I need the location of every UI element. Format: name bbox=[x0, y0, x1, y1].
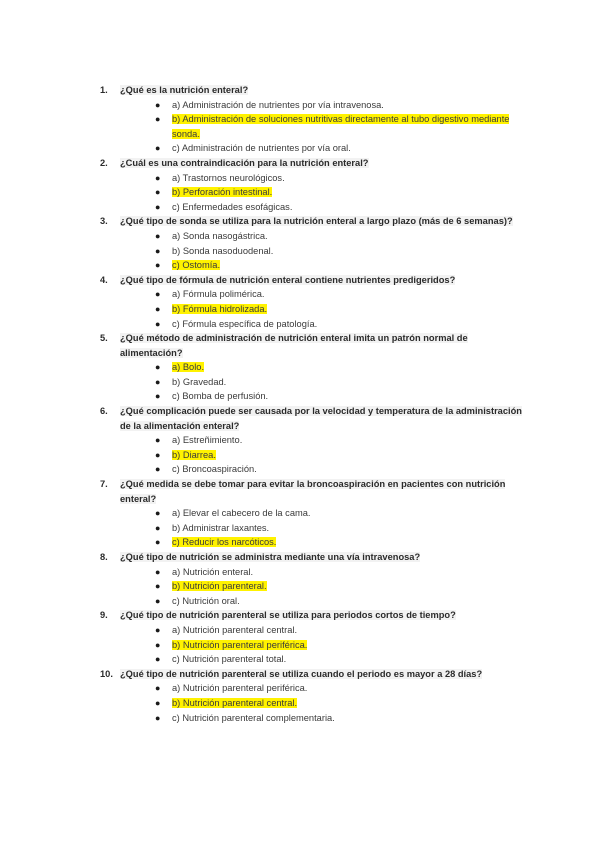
option-text: c) Enfermedades esofágicas. bbox=[172, 201, 293, 212]
question-9 bbox=[100, 608, 530, 666]
bullet-icon: ● bbox=[155, 245, 161, 256]
option-text: c) Nutrición oral. bbox=[172, 595, 240, 606]
question-number: 7. bbox=[100, 479, 108, 490]
bullet-icon: ● bbox=[155, 683, 161, 694]
option-b bbox=[100, 579, 530, 594]
option-text: a) Elevar el cabecero de la cama. bbox=[172, 508, 311, 519]
option-text-highlighted: b) Fórmula hidrolizada. bbox=[172, 303, 268, 314]
question-10 bbox=[100, 667, 530, 725]
bullet-icon: ● bbox=[155, 595, 161, 606]
option-text: a) Nutrición enteral. bbox=[172, 566, 254, 577]
question-5-line bbox=[100, 331, 530, 360]
option-a bbox=[100, 360, 530, 375]
option-b bbox=[100, 244, 530, 259]
option-text: c) Nutrición parenteral complementaria. bbox=[172, 712, 335, 723]
question-6 bbox=[100, 404, 530, 477]
question-number: 3. bbox=[100, 216, 108, 227]
question-8 bbox=[100, 550, 530, 608]
option-b bbox=[100, 448, 530, 463]
question-text: ¿Qué tipo de nutrición se administra mediante una vía intravenosa? bbox=[120, 552, 421, 562]
bullet-icon: ● bbox=[155, 654, 161, 665]
question-7-line bbox=[100, 477, 530, 506]
options-list bbox=[100, 287, 530, 331]
option-c bbox=[100, 317, 530, 332]
bullet-icon: ● bbox=[155, 639, 161, 650]
option-a bbox=[100, 229, 530, 244]
question-4 bbox=[100, 273, 530, 331]
option-text: a) Fórmula polimérica. bbox=[172, 289, 265, 300]
option-a bbox=[100, 506, 530, 521]
question-text: ¿Qué método de administración de nutrición enteral imita un patrón normal de alimentación? bbox=[120, 333, 468, 358]
question-text: ¿Qué tipo de nutrición parenteral se utiliza cuando el periodo es mayor a 28 días? bbox=[120, 668, 483, 679]
options-list bbox=[100, 171, 530, 215]
question-text: ¿Qué medida se debe tomar para evitar la broncoaspiración en pacientes con nutrición enteral? bbox=[120, 479, 506, 504]
bullet-icon: ● bbox=[155, 581, 161, 592]
option-text-highlighted: b) Nutrición parenteral periférica. bbox=[172, 639, 308, 650]
option-text-highlighted: b) Perforación intestinal. bbox=[172, 187, 273, 198]
option-text: b) Sonda nasoduodenal. bbox=[172, 245, 274, 256]
option-a bbox=[100, 681, 530, 696]
option-text: a) Nutrición parenteral central. bbox=[172, 624, 298, 635]
question-text: ¿Qué tipo de sonda se utiliza para la nutrición enteral a largo plazo (más de 6 semanas)? bbox=[120, 216, 513, 227]
question-4-line bbox=[100, 273, 530, 288]
bullet-icon: ● bbox=[155, 99, 161, 110]
bullet-icon: ● bbox=[155, 435, 161, 446]
options-list bbox=[100, 623, 530, 667]
bullet-icon: ● bbox=[155, 362, 161, 373]
option-text: b) Gravedad. bbox=[172, 376, 227, 387]
bullet-icon: ● bbox=[155, 172, 161, 183]
bullet-icon: ● bbox=[155, 260, 161, 271]
option-a bbox=[100, 98, 530, 113]
question-1-line bbox=[100, 83, 530, 98]
option-text: a) Sonda nasogástrica. bbox=[172, 230, 268, 241]
question-2 bbox=[100, 156, 530, 214]
question-number: 5. bbox=[100, 333, 108, 344]
question-9-line bbox=[100, 608, 530, 623]
option-c bbox=[100, 711, 530, 726]
question-2-line bbox=[100, 156, 530, 171]
option-text: b) Administrar laxantes. bbox=[172, 522, 270, 533]
bullet-icon: ● bbox=[155, 289, 161, 300]
option-c bbox=[100, 389, 530, 404]
option-text: c) Nutrición parenteral total. bbox=[172, 654, 287, 665]
question-1 bbox=[100, 83, 530, 156]
question-5 bbox=[100, 331, 530, 404]
question-text: ¿Qué complicación puede ser causada por la velocidad y temperatura de la administración de la alimentación enteral? bbox=[120, 406, 522, 431]
question-3-line bbox=[100, 214, 530, 229]
option-c bbox=[100, 652, 530, 667]
bullet-icon: ● bbox=[155, 230, 161, 241]
option-c bbox=[100, 535, 530, 550]
option-text: c) Bomba de perfusión. bbox=[172, 391, 269, 402]
question-number: 1. bbox=[100, 85, 108, 95]
options-list bbox=[100, 360, 530, 404]
question-number: 8. bbox=[100, 552, 108, 562]
option-text-highlighted: c) Reducir los narcóticos. bbox=[172, 537, 277, 548]
bullet-icon: ● bbox=[155, 376, 161, 387]
bullet-icon: ● bbox=[155, 508, 161, 519]
bullet-icon: ● bbox=[155, 624, 161, 635]
option-a bbox=[100, 433, 530, 448]
question-number: 6. bbox=[100, 406, 108, 417]
option-text: c) Administración de nutrientes por vía oral. bbox=[172, 143, 351, 154]
option-text: c) Broncoaspiración. bbox=[172, 464, 257, 475]
bullet-icon: ● bbox=[155, 522, 161, 533]
option-a bbox=[100, 565, 530, 580]
options-list bbox=[100, 433, 530, 477]
option-c bbox=[100, 141, 530, 156]
bullet-icon: ● bbox=[155, 143, 161, 154]
option-c bbox=[100, 200, 530, 215]
option-b bbox=[100, 185, 530, 200]
option-c bbox=[100, 462, 530, 477]
option-b bbox=[100, 696, 530, 711]
option-a bbox=[100, 287, 530, 302]
quiz-document bbox=[100, 83, 530, 725]
question-text: ¿Qué es la nutrición enteral? bbox=[120, 85, 249, 95]
option-text-highlighted: b) Nutrición parenteral central. bbox=[172, 697, 298, 708]
bullet-icon: ● bbox=[155, 303, 161, 314]
option-text: a) Administración de nutrientes por vía intravenosa. bbox=[172, 99, 384, 110]
bullet-icon: ● bbox=[155, 712, 161, 723]
option-b bbox=[100, 302, 530, 317]
option-text-highlighted: b) Administración de soluciones nutritivas directamente al tubo digestivo mediante sonda. bbox=[172, 114, 510, 139]
option-text: c) Fórmula específica de patología. bbox=[172, 318, 318, 329]
bullet-icon: ● bbox=[155, 187, 161, 198]
options-list bbox=[100, 565, 530, 609]
option-text: a) Nutrición parenteral periférica. bbox=[172, 683, 308, 694]
bullet-icon: ● bbox=[155, 391, 161, 402]
option-c bbox=[100, 258, 530, 273]
question-3 bbox=[100, 214, 530, 272]
option-b bbox=[100, 112, 530, 141]
question-number: 4. bbox=[100, 274, 108, 285]
question-number: 2. bbox=[100, 157, 108, 168]
question-6-line bbox=[100, 404, 530, 433]
question-text: ¿Qué tipo de fórmula de nutrición enteral contiene nutrientes predigeridos? bbox=[120, 274, 456, 285]
bullet-icon: ● bbox=[155, 537, 161, 548]
options-list bbox=[100, 229, 530, 273]
option-a bbox=[100, 623, 530, 638]
question-10-line bbox=[100, 667, 530, 682]
option-text-highlighted: b) Nutrición parenteral. bbox=[172, 581, 267, 592]
question-text: ¿Qué tipo de nutrición parenteral se utiliza para periodos cortos de tiempo? bbox=[120, 610, 456, 621]
question-8-line bbox=[100, 550, 530, 565]
question-7 bbox=[100, 477, 530, 550]
bullet-icon: ● bbox=[155, 697, 161, 708]
bullet-icon: ● bbox=[155, 449, 161, 460]
question-number: 10. bbox=[100, 668, 113, 679]
option-b bbox=[100, 638, 530, 653]
option-text-highlighted: a) Bolo. bbox=[172, 362, 205, 373]
option-text: a) Estreñimiento. bbox=[172, 435, 243, 446]
option-text: a) Trastornos neurológicos. bbox=[172, 172, 285, 183]
option-c bbox=[100, 594, 530, 609]
option-a bbox=[100, 171, 530, 186]
option-b bbox=[100, 375, 530, 390]
bullet-icon: ● bbox=[155, 318, 161, 329]
options-list bbox=[100, 506, 530, 550]
question-text: ¿Cuál es una contraindicación para la nutrición enteral? bbox=[120, 157, 369, 168]
option-text-highlighted: c) Ostomía. bbox=[172, 260, 221, 271]
bullet-icon: ● bbox=[155, 566, 161, 577]
bullet-icon: ● bbox=[155, 201, 161, 212]
bullet-icon: ● bbox=[155, 114, 161, 125]
bullet-icon: ● bbox=[155, 464, 161, 475]
options-list bbox=[100, 98, 530, 156]
options-list bbox=[100, 681, 530, 725]
option-text-highlighted: b) Diarrea. bbox=[172, 449, 216, 460]
question-number: 9. bbox=[100, 610, 108, 621]
option-b bbox=[100, 521, 530, 536]
